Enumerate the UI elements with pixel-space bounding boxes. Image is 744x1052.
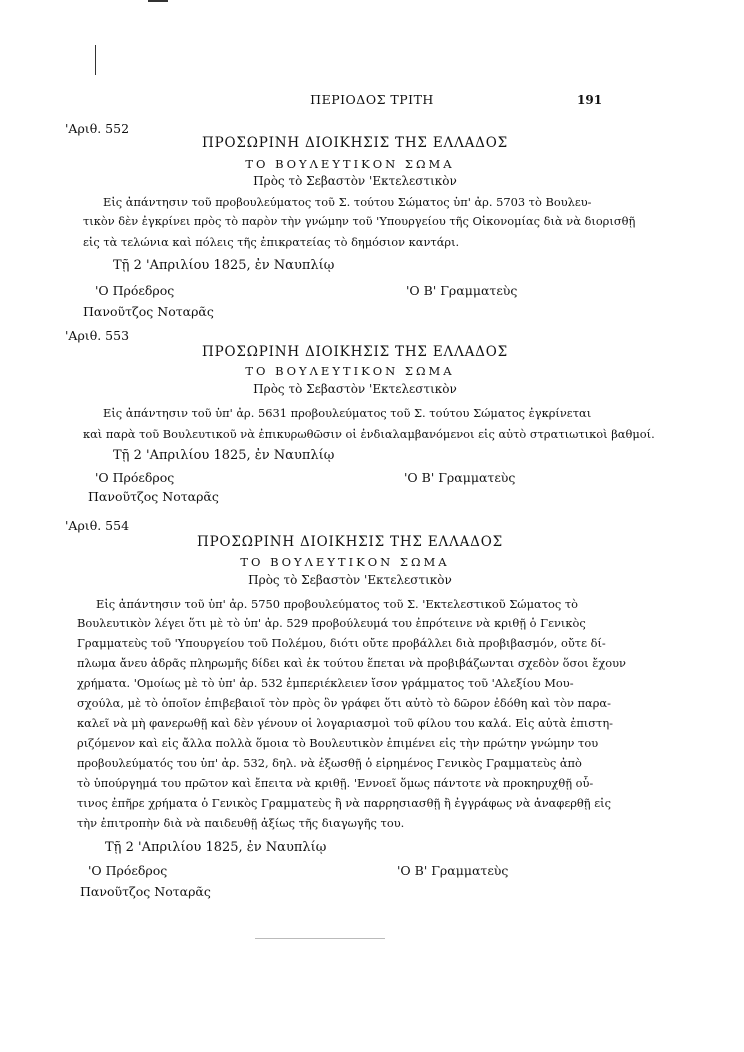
page-number: 191 (577, 93, 603, 107)
body-line: σχούλα, μὲ τὸ ὁποῖον ἐπιβεβαιοῖ τὸν πρὸς ὃν γράφει ὅτι αὐτὸ τὸ δῶρον ἐδόθη καὶ τὸν παρα- (77, 696, 611, 710)
body-line: τικὸν δὲν ἐγκρίνει πρὸς τὸ παρὸν τὴν γνώμην τοῦ 'Υπουργείου τῆς Οἰκονομίας διὰ νὰ διορισθῇ (83, 214, 636, 228)
document-date: Τῇ 2 'Απριλίου 1825, ἐν Ναυπλίῳ (113, 258, 335, 273)
body-line: Γραμματεὺς τοῦ 'Υπουργείου τοῦ Πολέμου, διότι οὔτε προβάλλει διὰ προβιβασμόν, οὔτε δί- (77, 636, 606, 650)
president-name: Πανοῦτζος Νοταρᾶς (88, 489, 219, 504)
body-line: Βουλευτικὸν λέγει ὅτι μὲ τὸ ὑπ' ἀρ. 529 προβούλευμά του ἐπρότεινε νὰ κριθῇ ὁ Γενικὸς (77, 616, 586, 630)
document-number: 'Αριθ. 553 (65, 328, 130, 343)
scan-mark-left (95, 45, 96, 75)
body-line: εἰς τὰ τελώνια καὶ πόλεις τῆς ἐπικρατείας τὸ δημόσιον καντάρι. (83, 235, 460, 249)
document-date: Τῇ 2 'Απριλίου 1825, ἐν Ναυπλίῳ (105, 840, 327, 855)
secretary-signature: 'Ο Β' Γραμματεὺς (397, 863, 509, 878)
document-number: 'Αριθ. 552 (65, 121, 130, 136)
president-title: 'Ο Πρόεδρος (88, 863, 168, 878)
document-addressee: Πρὸς τὸ Σεβαστὸν 'Εκτελεστικὸν (253, 382, 457, 396)
president-title: 'Ο Πρόεδρος (95, 470, 175, 485)
body-line: προβουλεύματός του ὑπ' ἀρ. 532, δηλ. νὰ ἐξωσθῇ ὁ εἰρημένος Γενικὸς Γραμματεὺς ἀπὸ (77, 756, 582, 770)
document-number: 'Αριθ. 554 (65, 518, 130, 533)
body-line: πλωμα ἄνευ ἁδρᾶς πληρωμῆς δίδει καὶ ἐκ τούτου ἕπεται νὰ προβιβάζωνται σχεδὸν ὅσοι ἔχουν (77, 656, 626, 670)
body-line: τὸ ὑπούργημά του πρῶτον καὶ ἔπειτα νὰ κριθῇ. 'Εννοεῖ ὅμως πάντοτε νὰ προκηρυχθῇ οὗ- (77, 776, 594, 790)
document-addressee: Πρὸς τὸ Σεβαστὸν 'Εκτελεστικὸν (253, 174, 457, 188)
body-line: Εἰς ἀπάντησιν τοῦ προβουλεύματος τοῦ Σ. τούτου Σώματος ὑπ' ἀρ. 5703 τὸ Βουλευ- (103, 195, 592, 209)
document-title: ΠΡΟΣΩΡΙΝΗ ΔΙΟΙΚΗΣΙΣ ΤΗΣ ΕΛΛΑΔΟΣ (202, 344, 508, 360)
body-line: καὶ παρὰ τοῦ Βουλευτικοῦ νὰ ἐπικυρωθῶσιν οἱ ἐνδιαλαμβανόμενοι εἰς αὐτὸ στρατιωτικοὶ βαθμοί. (83, 427, 655, 441)
body-line: καλεῖ νὰ μὴ φανερωθῇ καὶ δὲν γένουν οἱ λογαριασμοὶ τοῦ φίλου του καλά. Εἰς αὐτὰ ἐπιστη- (77, 716, 614, 730)
scan-noise (255, 938, 385, 939)
document-subtitle: ΤΟ ΒΟΥΛΕΥΤΙΚΟΝ ΣΩΜΑ (245, 157, 455, 171)
document-title: ΠΡΟΣΩΡΙΝΗ ΔΙΟΙΚΗΣΙΣ ΤΗΣ ΕΛΛΑΔΟΣ (202, 135, 508, 151)
document-date: Τῇ 2 'Απριλίου 1825, ἐν Ναυπλίῳ (113, 448, 335, 463)
document-addressee: Πρὸς τὸ Σεβαστὸν 'Εκτελεστικὸν (248, 573, 452, 587)
president-name: Πανοῦτζος Νοταρᾶς (80, 884, 211, 899)
body-line: Εἰς ἀπάντησιν τοῦ ὑπ' ἀρ. 5631 προβουλεύματος τοῦ Σ. τούτου Σώματος ἐγκρίνεται (103, 406, 592, 420)
body-line: Εἰς ἀπάντησιν τοῦ ὑπ' ἀρ. 5750 προβουλεύματος τοῦ Σ. 'Εκτελεστικοῦ Σώματος τὸ (96, 597, 579, 611)
body-line: τὴν ἐπιτροπὴν διὰ νὰ παιδευθῇ ἀξίως τῆς διαγωγῆς του. (77, 816, 405, 830)
body-line: ριζόμενον καὶ εἰς ἄλλα πολλὰ ὅμοια τὸ Βουλευτικὸν ἐπιμένει εἰς τὴν πρώτην γνώμην του (77, 736, 599, 750)
document-subtitle: ΤΟ ΒΟΥΛΕΥΤΙΚΟΝ ΣΩΜΑ (240, 555, 450, 569)
body-line: τινος ἐπῆρε χρήματα ὁ Γενικὸς Γραμματεὺς ἢ νὰ παρρησιασθῇ ἢ ἐγγράφως νὰ ἀναφερθῇ εἰς (77, 796, 611, 810)
secretary-signature: 'Ο Β' Γραμματεὺς (404, 470, 516, 485)
president-title: 'Ο Πρόεδρος (95, 283, 175, 298)
scan-mark-top (148, 0, 168, 2)
running-header: ΠΕΡΙΟΔΟΣ ΤΡΙΤΗ (310, 92, 434, 107)
president-name: Πανοῦτζος Νοταρᾶς (83, 304, 214, 319)
document-subtitle: ΤΟ ΒΟΥΛΕΥΤΙΚΟΝ ΣΩΜΑ (245, 364, 455, 378)
body-line: χρήματα. 'Ομοίως μὲ τὸ ὑπ' ἀρ. 532 ἐμπεριέκλειεν ἴσον γράμματος τοῦ 'Αλεξίου Μου- (77, 676, 574, 690)
secretary-signature: 'Ο Β' Γραμματεὺς (406, 283, 518, 298)
document-title: ΠΡΟΣΩΡΙΝΗ ΔΙΟΙΚΗΣΙΣ ΤΗΣ ΕΛΛΑΔΟΣ (197, 534, 503, 550)
